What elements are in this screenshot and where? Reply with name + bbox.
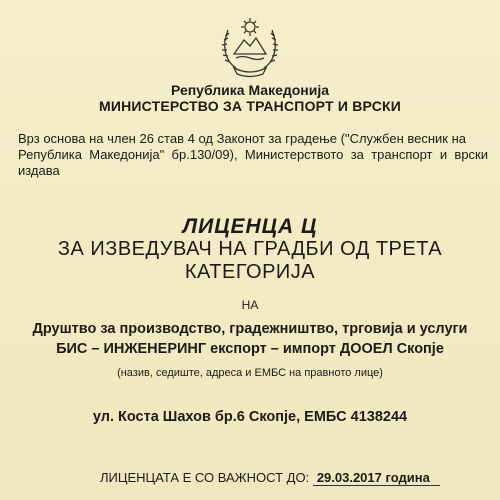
license-subtitle (0, 238, 500, 284)
legal-basis-paragraph (18, 131, 488, 179)
ministry-name: МИНИСТЕРСТВО ЗА ТРАНСПОРТ И ВРСКИ (98, 98, 402, 114)
holder-name-line: БИС – ИНЖЕНЕРИНГ експорт – импорт ДООЕЛ Скопје (56, 341, 444, 357)
legal-basis-line: Врз основа на член 26 став 4 од Законот за градење ("Службен весник на (18, 131, 467, 146)
validity-date: 29.03.2017 година (313, 470, 440, 486)
license-preposition: НА (241, 298, 259, 312)
holder-name-line: Друштво за производство, градежништво, трговија и услуги (32, 321, 468, 337)
validity-line (100, 470, 440, 486)
license-title: ЛИЦЕНЦА Ц (182, 215, 318, 238)
holder-address: ул. Коста Шахов бр.6 Скопје, ЕМБС 4138244 (92, 409, 408, 425)
coat-of-arms-emblem (216, 12, 284, 80)
republic-name: Република Македонија (170, 82, 330, 98)
license-subtitle-line: ЗА ИЗВЕДУВАЧ НА ГРАДБИ ОД ТРЕТА (57, 238, 443, 260)
validity-label: ЛИЦЕНЦАТА Е СО ВАЖНОСТ ДО: (100, 470, 310, 485)
holder-field-hint: (назив, седиште, адреса и ЕМБС на правното лице) (117, 367, 383, 379)
legal-basis-line: Република Македонија" бр.130/09), Министерството за транспорт и врски издава (18, 147, 488, 178)
license-subtitle-line: КАТЕГОРИЈА (184, 261, 316, 283)
